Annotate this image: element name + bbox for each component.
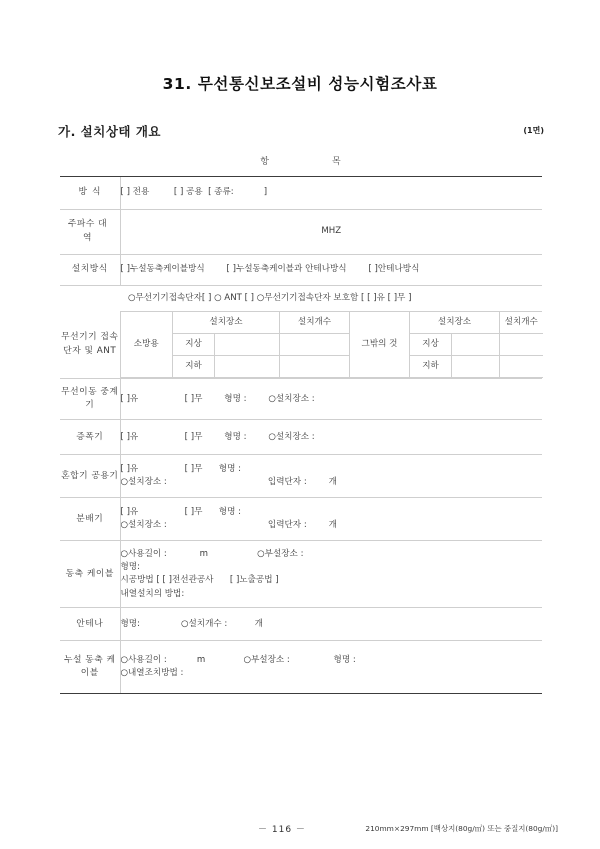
row-label-distributor: 분배기 <box>60 498 120 541</box>
table-row-antenna <box>60 608 542 641</box>
col-header-place-fire: 설치장소 <box>173 312 280 334</box>
page-footer <box>0 820 600 840</box>
row-label-terminal-l3: 및 ANT <box>84 346 117 357</box>
row-label-method <box>60 177 120 210</box>
table-row-coaxial-cable <box>60 541 542 608</box>
frequency-unit: MHZ <box>321 226 342 237</box>
method-options: [ ] 전용 [ ] 공용 [ 종류: ] <box>120 187 268 198</box>
row-label-leaky-l2: 동축 <box>85 654 104 665</box>
fire-under-count-input[interactable] <box>280 356 350 378</box>
row-value-install-method[interactable] <box>120 255 542 286</box>
row-value-method[interactable] <box>120 177 542 210</box>
row-label-terminal <box>60 312 120 379</box>
terminal-note-line-2: ○무선기기접속단자 보호함 [ [ ]유 [ ]무 ] <box>256 293 412 303</box>
row-label-leaky-coaxial <box>60 641 120 694</box>
fire-ground-place-input[interactable] <box>215 334 280 356</box>
row-label-frequency <box>60 210 120 255</box>
amplifier-options: [ ]유 [ ]무 형명 : ○설치장소 : <box>120 431 315 442</box>
table-row-method <box>60 177 542 210</box>
row-label-method-a: 방 <box>78 187 92 198</box>
section-title: 가. 설치상태 개요 <box>58 124 161 139</box>
row-label-mixer-l1: 혼합기 <box>61 470 89 481</box>
group-fire-label: 소방용 <box>121 312 173 378</box>
row-label-mobile-repeater-l2: 중계기 <box>85 386 119 411</box>
table-header-row <box>60 150 542 177</box>
other-ground-count-input[interactable] <box>500 334 543 356</box>
terminal-grid-cell <box>120 312 542 379</box>
header-label-right: 목 <box>332 157 342 168</box>
terminal-note-line-1: ○무선기기접속단자[ ] ○ ANT [ ] <box>128 293 255 303</box>
row-value-distributor[interactable] <box>120 498 542 541</box>
other-under-label: 지하 <box>410 356 452 378</box>
footer-page-number: － 116 － <box>258 825 306 835</box>
row-label-frequency-l2: 대 역 <box>83 219 112 243</box>
group-other-label: 그밖의 것 <box>350 312 410 378</box>
row-label-coaxial-l2: 케이블 <box>86 568 114 579</box>
row-label-frequency-l1: 주파수 <box>67 219 95 230</box>
col-header-place-other: 설치장소 <box>410 312 500 334</box>
fire-ground-count-input[interactable] <box>280 334 350 356</box>
terminal-note-cell <box>60 286 542 312</box>
row-value-frequency[interactable] <box>120 210 542 255</box>
row-label-terminal-l2: 접속단자 <box>63 332 119 357</box>
other-under-place-input[interactable] <box>452 356 500 378</box>
row-value-mixer[interactable] <box>120 455 542 498</box>
row-label-install-method: 설치방식 <box>60 255 120 286</box>
terminal-row-underground <box>121 356 543 378</box>
header-label-left: 항 <box>260 157 270 168</box>
distributor-line-1: [ ]유 [ ]무 형명 : <box>120 507 242 517</box>
col-header-count-other: 설치개수 <box>500 312 543 334</box>
fire-ground-label: 지상 <box>173 334 215 356</box>
table-row-terminal-note <box>60 286 542 312</box>
row-label-antenna: 안테나 <box>60 608 120 641</box>
row-label-amplifier: 증폭기 <box>60 420 120 455</box>
row-value-amplifier[interactable] <box>120 420 542 455</box>
fire-under-place-input[interactable] <box>215 356 280 378</box>
terminal-row-ground <box>121 334 543 356</box>
row-label-coaxial-cable <box>60 541 120 608</box>
row-value-leaky-coaxial[interactable] <box>120 641 542 694</box>
row-label-mixer <box>60 455 120 498</box>
table-row-mixer <box>60 455 542 498</box>
page-marker: (1면) <box>523 126 544 135</box>
antenna-options: 형명: ○설치개수 : 개 <box>120 618 263 629</box>
other-ground-label: 지상 <box>410 334 452 356</box>
row-label-mixer-l2: 공용기 <box>91 470 119 481</box>
distributor-line-2: ○설치장소 : 입력단자 : 개 <box>120 520 337 531</box>
table-row-frequency <box>60 210 542 255</box>
other-under-count-input[interactable] <box>500 356 543 378</box>
terminal-subtable <box>121 312 543 378</box>
row-label-coaxial-l1: 동축 <box>65 568 84 579</box>
other-ground-place-input[interactable] <box>452 334 500 356</box>
row-label-leaky-l1: 누설 <box>63 654 82 665</box>
row-value-coaxial-cable[interactable] <box>120 541 542 608</box>
table-row-install-method <box>60 255 542 286</box>
mobile-repeater-options: [ ]유 [ ]무 형명 : ○설치장소 : <box>120 393 315 404</box>
col-header-count-fire: 설치개수 <box>280 312 350 334</box>
row-label-mobile-repeater <box>60 379 120 420</box>
table-row-mobile-repeater <box>60 379 542 420</box>
mixer-line-1: [ ]유 [ ]무 형명 : <box>120 464 242 474</box>
row-label-mobile-repeater-l1: 무선이동 <box>61 386 98 397</box>
coaxial-line-2: 형명: <box>120 562 140 572</box>
row-label-method-b: 식 <box>92 187 101 198</box>
table-row-amplifier <box>60 420 542 455</box>
table-row-terminal-grid <box>60 312 542 379</box>
page-title: 31. 무선통신보조설비 성능시험조사표 <box>162 75 438 93</box>
table-row-leaky-coaxial <box>60 641 542 694</box>
table-row-distributor <box>60 498 542 541</box>
coaxial-line-1: ○사용길이 : m ○부설장소 : <box>120 548 304 559</box>
terminal-subheader-row <box>121 312 543 334</box>
coaxial-line-3: 시공방법 [ [ ]전선관공사 [ ]노출공법 ] <box>120 575 279 586</box>
mixer-line-2: ○설치장소 : 입력단자 : 개 <box>120 477 337 488</box>
installation-status-table <box>60 150 542 694</box>
row-value-antenna[interactable] <box>120 608 542 641</box>
row-label-leaky-l3: 케이블 <box>80 654 116 679</box>
fire-under-label: 지하 <box>173 356 215 378</box>
leaky-line-1: ○사용길이 : m ○부설장소 : 형명 : <box>120 655 356 665</box>
section-header <box>58 122 544 142</box>
leaky-line-2: ○내열조치방법 : <box>120 668 184 679</box>
row-label-terminal-l1: 무선기기 <box>61 332 98 343</box>
header-cell <box>60 150 542 177</box>
coaxial-line-4: 내열설치의 방법: <box>120 588 185 599</box>
install-method-options: [ ]누설동축케이블방식 [ ]누설동축케이블과 안테나방식 [ ]안테나방식 <box>120 264 420 275</box>
row-value-mobile-repeater[interactable] <box>120 379 542 420</box>
footer-paper-note: 210mm×297mm [백상지(80g/㎡) 또는 중질지(80g/㎡)] <box>365 824 558 833</box>
